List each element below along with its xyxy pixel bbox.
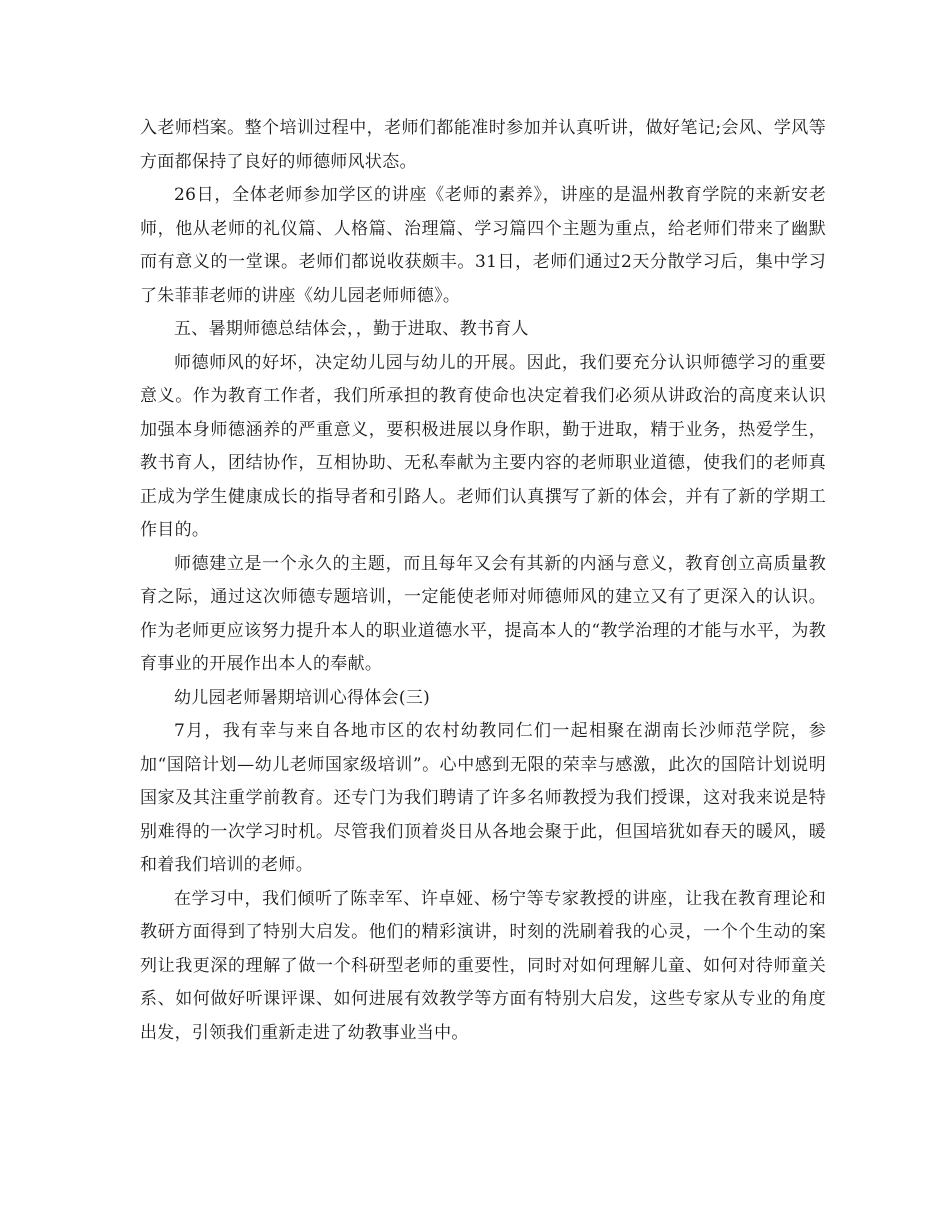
section-heading-five: 五、暑期师德总结体会，，勤于进取、教书育人	[174, 319, 529, 339]
paragraph-expert-lectures: 在学习中，我们倾听了陈幸军、许卓娅、杨宁等专家教授的讲座，让我在教育理论和教研方面得到了特别大启发。他们的精彩演讲，时刻的洗刷着我的心灵，一个个生动的案列让我更深的理解了做一个科研型老师的重要性，同时对如何理解儿童、如何对待师童关系、如何做好听课评课、如何进展有效教学等方面有特别大启发，这些专家从专业的角度出发，引领我们重新走进了幼教事业当中。	[140, 888, 826, 1043]
paragraph-ethics-theme: 师德建立是一个永久的主题，而且每年又会有其新的内涵与意义，教育创立高质量教育之际，通过这次师德专题培训，一定能使老师对师德师风的建立又有了更深入的认识。作为老师更应该努力提升本人的职业道德水平，提高本人的“教学治理的才能与水平，为教育事业的开展作出本人的奉献。	[140, 553, 826, 674]
document-body	[140, 112, 826, 1050]
paragraph-lecture-26th: 26日，全体老师参加学区的讲座《老师的素养》，讲座的是温州教育学院的来新安老师，他从老师的礼仪篇、人格篇、治理篇、学习篇四个主题为重点，给老师们带来了幽默而有意义的一堂课。老师们都说收获颇丰。31日，老师们通过2天分散学习后，集中学习了朱菲菲老师的讲座《幼儿园老师师德》。	[140, 185, 826, 306]
paragraph-continuation: 入老师档案。整个培训过程中，老师们都能准时参加并认真听讲，做好笔记;会风、学风等方面都保持了良好的师德师风状态。	[140, 118, 826, 172]
paragraph-ethics-importance: 师德师风的好坏，决定幼儿园与幼儿的开展。因此，我们要充分认识师德学习的重要意义。作为教育工作者，我们所承担的教育使命也决定着我们必须从讲政治的高度来认识加强本身师德涵养的严重意义，要积极进展以身作职，勤于进取，精于业务，热爱学生，教书育人，团结协作，互相协助、无私奉献为主要内容的老师职业道德，使我们的老师真正成为学生健康成长的指导者和引路人。老师们认真撰写了新的体会，并有了新的学期工作目的。	[140, 352, 826, 540]
section-heading-part-three: 幼儿园老师暑期培训心得体会(三)	[174, 687, 431, 708]
paragraph-national-training: 7月，我有幸与来自各地市区的农村幼教同仁们一起相聚在湖南长沙师范学院，参加“国陪计划—幼儿老师国家级培训”。心中感到无限的荣幸与感激，此次的国陪计划说明国家及其注重学前教育。还专门为我们聘请了许多名师教授为我们授课，这对我来说是特别难得的一次学习时机。尽管我们顶着炎日从各地会聚于此，但国培犹如春天的暖风，暖和着我们培训的老师。	[140, 721, 826, 875]
